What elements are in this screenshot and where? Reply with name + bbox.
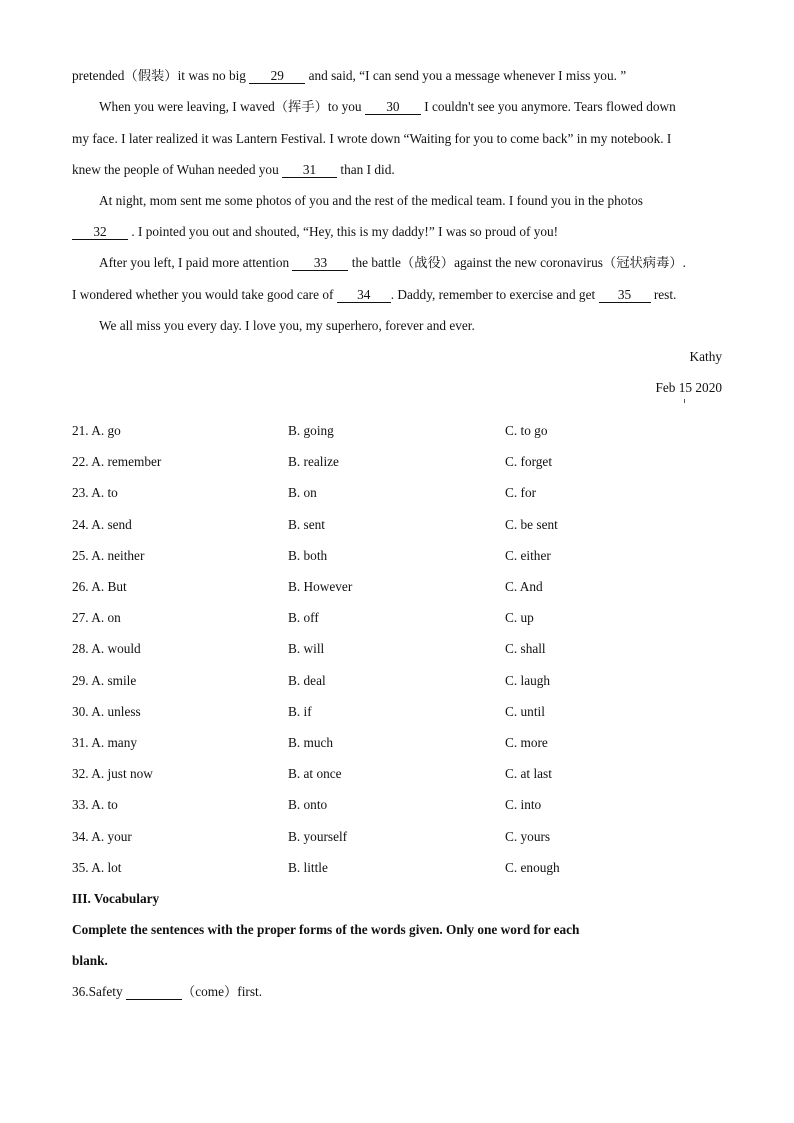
option-row [72,860,722,876]
letter-date: Feb 15 2020 [655,380,722,395]
option-a: 23. A. to [72,485,118,500]
option-b: B. going [288,423,334,438]
passage-line-4 [72,162,722,178]
text: After you left, I paid more attention [99,255,293,270]
option-c: C. yours [505,829,551,844]
option-a: 33. A. to [72,797,118,812]
text: . Daddy, remember to exercise and get [390,287,599,302]
option-c: C. forget [505,454,553,469]
date-mark [684,399,685,403]
option-b: B. yourself [288,829,348,844]
option-b: B. deal [288,673,326,688]
option-c: C. until [505,704,545,719]
option-a: 28. A. would [72,641,141,656]
option-row [72,454,722,470]
passage-line-8 [72,287,722,303]
option-b: B. off [288,610,319,625]
section-heading: III. Vocabulary [72,891,160,906]
option-a: 24. A. send [72,517,132,532]
option-c: C. for [505,485,537,500]
blank-29: 29 [249,69,305,84]
option-c: C. be sent [505,517,558,532]
blank-31: 31 [282,163,337,178]
option-c: C. either [505,548,551,563]
option-row [72,766,722,782]
option-row [72,548,722,564]
option-a: 29. A. smile [72,673,137,688]
option-a: 30. A. unless [72,704,141,719]
text: （come）first. [181,984,263,999]
option-a: 32. A. just now [72,766,153,781]
blank-33: 33 [292,256,348,271]
text: I couldn't see you anymore. Tears flowed down [420,99,676,114]
instruction-line-2: blank. [72,953,108,968]
passage-line-2 [99,99,722,115]
instruction-line-1: Complete the sentences with the proper forms of the words given. Only one word for each [72,922,580,937]
option-a: 35. A. lot [72,860,122,875]
option-a: 27. A. on [72,610,121,625]
option-b: B. sent [288,517,325,532]
option-a: 25. A. neither [72,548,145,563]
option-c: C. up [505,610,534,625]
option-b: B. onto [288,797,328,812]
blank-36 [126,985,182,1000]
option-row [72,485,722,501]
option-c: C. shall [505,641,546,656]
option-b: B. at once [288,766,342,781]
option-b: B. little [288,860,328,875]
passage-line-9 [99,318,722,334]
blank-32: 32 [72,225,128,240]
text: my face. I later realized it was Lantern Festival. I wrote down “Waiting for you to come back” in my notebook. I [72,131,672,146]
option-a: 26. A. But [72,579,127,594]
text: the battle（战役）against the new coronavirus（冠状病毒）. [348,255,687,270]
option-c: C. laugh [505,673,551,688]
option-row [72,829,722,845]
option-row [72,517,722,533]
option-row [72,610,722,626]
option-b: B. will [288,641,325,656]
text: 36.Safety [72,984,126,999]
option-a: 31. A. many [72,735,138,750]
blank-34: 34 [337,288,391,303]
option-b: B. on [288,485,317,500]
passage-line-7 [99,255,722,271]
passage-line-3 [72,131,722,147]
text: We all miss you every day. I love you, my superhero, forever and ever. [99,318,475,333]
text: than I did. [337,162,395,177]
option-a: 34. A. your [72,829,132,844]
text: and said, “I can send you a message whenever I miss you. ” [305,68,627,83]
option-b: B. However [288,579,353,594]
signature: Kathy [689,349,722,364]
blank-35: 35 [599,288,651,303]
option-row [72,797,722,813]
option-b: B. realize [288,454,339,469]
option-row [72,423,722,439]
option-row [72,735,722,751]
option-c: C. to go [505,423,548,438]
option-c: C. into [505,797,542,812]
passage-line-6 [72,224,722,240]
option-row [72,641,722,657]
option-row [72,579,722,595]
text: knew the people of Wuhan needed you [72,162,283,177]
option-row [72,704,722,720]
text: rest. [650,287,677,302]
option-a: 21. A. go [72,423,121,438]
option-c: C. at last [505,766,552,781]
option-b: B. both [288,548,328,563]
option-c: C. And [505,579,543,594]
passage-line-1 [72,68,722,84]
option-a: 22. A. remember [72,454,162,469]
text: At night, mom sent me some photos of you and the rest of the medical team. I found you in the photos [99,193,643,208]
option-c: C. more [505,735,548,750]
text: . I pointed you out and shouted, “Hey, this is my daddy!” I was so proud of you! [128,224,559,239]
option-b: B. much [288,735,334,750]
passage-line-5 [99,193,722,209]
text: When you were leaving, I waved（挥手）to you [99,99,365,114]
option-row [72,673,722,689]
option-c: C. enough [505,860,560,875]
text: pretended（假装）it was no big [72,68,250,83]
blank-30: 30 [365,100,421,115]
option-b: B. if [288,704,312,719]
text: I wondered whether you would take good care of [72,287,337,302]
question-36 [72,984,722,1000]
